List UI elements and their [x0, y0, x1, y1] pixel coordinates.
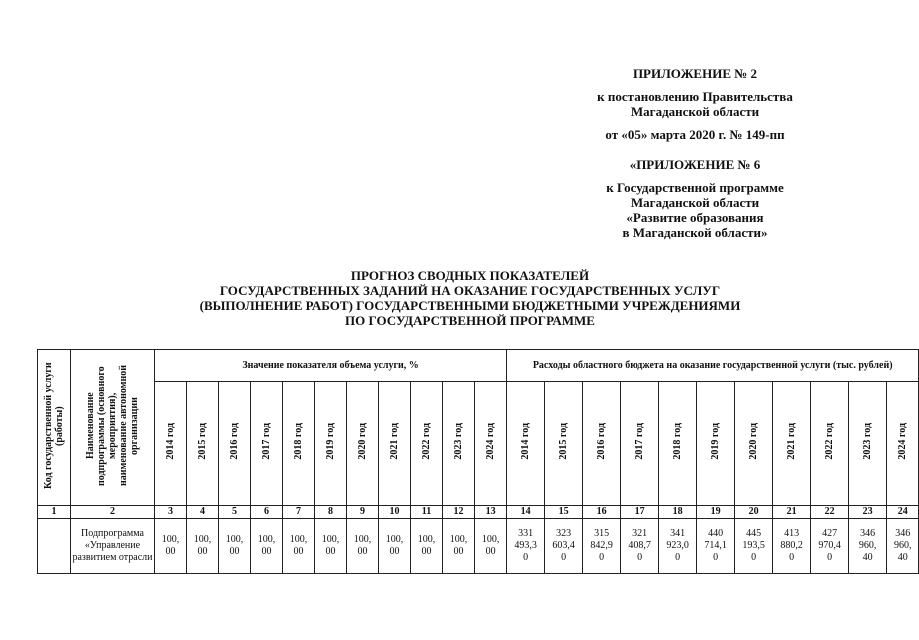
year-label: 2021 год	[389, 423, 400, 460]
year-label: 2018 год	[672, 423, 684, 460]
appendix-2-block	[560, 66, 830, 142]
title-line4: ПО ГОСУДАРСТВЕННОЙ ПРОГРАММЕ	[345, 313, 595, 328]
column-number-18: 18	[659, 506, 697, 519]
year-label: 2020 год	[357, 423, 368, 460]
header-volume-year-0	[155, 382, 187, 506]
column-number-19: 19	[697, 506, 735, 519]
row1-expense-9: 346 960, 40	[849, 519, 887, 574]
header-volume-year-8	[411, 382, 443, 506]
header-expense-year-9	[849, 382, 887, 506]
header-volume-group: Значение показателя объема услуги, %	[155, 350, 507, 382]
row1-volume-8: 100, 00	[411, 519, 443, 574]
year-label: 2014 год	[520, 423, 532, 460]
header-expense-year-0	[507, 382, 545, 506]
year-label: 2022 год	[824, 423, 836, 460]
column-number-17: 17	[621, 506, 659, 519]
column-number-9: 9	[347, 506, 379, 519]
column-number-16: 16	[583, 506, 621, 519]
row1-expense-6: 445 193,5 0	[735, 519, 773, 574]
appendix-6-title: «ПРИЛОЖЕНИЕ № 6	[629, 157, 761, 172]
column-number-11: 11	[411, 506, 443, 519]
header-service-code	[38, 350, 71, 506]
header-expense-year-4	[659, 382, 697, 506]
row1-volume-4: 100, 00	[283, 519, 315, 574]
year-label: 2024 год	[897, 423, 909, 460]
row1-expense-8: 427 970,4 0	[811, 519, 849, 574]
header-service-code-text: Код государственной услуги (работы)	[43, 362, 65, 489]
document-title	[120, 268, 820, 328]
header-volume-year-10	[475, 382, 507, 506]
column-number-1: 1	[38, 506, 71, 519]
title-line1: ПРОГНОЗ СВОДНЫХ ПОКАЗАТЕЛЕЙ	[350, 268, 590, 283]
appendix-2-line3: от «05» марта 2020 г. № 149-пп	[605, 127, 785, 142]
column-number-21: 21	[773, 506, 811, 519]
header-expense-year-10	[887, 382, 919, 506]
row1-expense-5: 440 714,1 0	[697, 519, 735, 574]
year-label: 2021 год	[786, 423, 798, 460]
year-label: 2019 год	[710, 423, 722, 460]
row1-name: Подпрограмма «Управление развитием отрасли	[71, 519, 155, 574]
header-expense-year-8	[811, 382, 849, 506]
title-line2: ГОСУДАРСТВЕННЫХ ЗАДАНИЙ НА ОКАЗАНИЕ ГОСУДАРСТВЕННЫХ УСЛУГ	[219, 283, 721, 298]
header-volume-year-5	[315, 382, 347, 506]
year-label: 2014 год	[165, 423, 176, 460]
header-volume-year-4	[283, 382, 315, 506]
row1-expense-10: 346 960, 40	[887, 519, 919, 574]
year-label: 2017 год	[261, 423, 272, 460]
appendix-2-title: ПРИЛОЖЕНИЕ № 2	[632, 66, 758, 81]
column-number-24: 24	[887, 506, 919, 519]
column-number-10: 10	[379, 506, 411, 519]
header-expense-year-5	[697, 382, 735, 506]
title-line3: (ВЫПОЛНЕНИЕ РАБОТ) ГОСУДАРСТВЕННЫМИ БЮДЖЕТНЫМИ УЧРЕЖДЕНИЯМИ	[199, 298, 741, 313]
header-expense-year-7	[773, 382, 811, 506]
header-expense-year-1	[545, 382, 583, 506]
year-label: 2015 год	[558, 423, 570, 460]
appendix-6-line4: в Магаданской области»	[622, 225, 768, 240]
appendix-6-line2: Магаданской области	[630, 195, 760, 210]
header-volume-year-3	[251, 382, 283, 506]
year-label: 2016 год	[229, 423, 240, 460]
year-label: 2024 год	[485, 423, 497, 460]
year-label: 2015 год	[197, 423, 208, 460]
column-number-23: 23	[849, 506, 887, 519]
year-label: 2019 год	[325, 423, 336, 460]
row1-expense-0: 331 493,3 0	[507, 519, 545, 574]
header-expenses-group: Расходы областного бюджета на оказание государственной услуги (тыс. рублей)	[507, 350, 919, 382]
year-label: 2023 год	[862, 423, 874, 460]
header-program-name	[71, 350, 155, 506]
row1-expense-7: 413 880,2 0	[773, 519, 811, 574]
column-number-13: 13	[475, 506, 507, 519]
row1-expense-4: 341 923,0 0	[659, 519, 697, 574]
appendix-6-line3: «Развитие образования	[626, 210, 764, 225]
row1-volume-10: 100, 00	[475, 519, 507, 574]
column-number-22: 22	[811, 506, 849, 519]
row1-volume-2: 100, 00	[219, 519, 251, 574]
header-expense-year-2	[583, 382, 621, 506]
row1-expense-3: 321 408,7 0	[621, 519, 659, 574]
appendix-2-line2: Магаданской области	[630, 104, 760, 119]
header-volume-year-2	[219, 382, 251, 506]
row1-volume-1: 100, 00	[187, 519, 219, 574]
row1-expense-2: 315 842,9 0	[583, 519, 621, 574]
year-label: 2020 год	[748, 423, 760, 460]
row1-expense-1: 323 603,4 0	[545, 519, 583, 574]
column-number-7: 7	[283, 506, 315, 519]
column-number-3: 3	[155, 506, 187, 519]
column-number-20: 20	[735, 506, 773, 519]
row1-volume-5: 100, 00	[315, 519, 347, 574]
header-expense-year-3	[621, 382, 659, 506]
column-number-8: 8	[315, 506, 347, 519]
header-volume-year-1	[187, 382, 219, 506]
year-label: 2017 год	[634, 423, 646, 460]
column-number-2: 2	[71, 506, 155, 519]
column-number-6: 6	[251, 506, 283, 519]
row1-volume-9: 100, 00	[443, 519, 475, 574]
appendix-6-line1: к Государственной программе	[606, 180, 784, 195]
header-volume-year-7	[379, 382, 411, 506]
year-label: 2023 год	[453, 423, 464, 460]
row1-volume-0: 100, 00	[155, 519, 187, 574]
indicators-table	[37, 349, 919, 574]
year-label: 2016 год	[596, 423, 608, 460]
row1-volume-6: 100, 00	[347, 519, 379, 574]
year-label: 2022 год	[421, 423, 432, 460]
column-number-4: 4	[187, 506, 219, 519]
row1-volume-3: 100, 00	[251, 519, 283, 574]
column-number-15: 15	[545, 506, 583, 519]
header-volume-year-9	[443, 382, 475, 506]
year-label: 2018 год	[293, 423, 304, 460]
column-number-12: 12	[443, 506, 475, 519]
row1-volume-7: 100, 00	[379, 519, 411, 574]
column-number-5: 5	[219, 506, 251, 519]
row1-code	[38, 519, 71, 574]
header-volume-year-6	[347, 382, 379, 506]
appendix-6-block	[560, 157, 830, 240]
appendix-2-line1: к постановлению Правительства	[597, 89, 793, 104]
column-number-14: 14	[507, 506, 545, 519]
header-program-name-text: Наименование подпрограммы (основного мероприятия), наименование автономной организации	[85, 365, 140, 486]
header-expense-year-6	[735, 382, 773, 506]
